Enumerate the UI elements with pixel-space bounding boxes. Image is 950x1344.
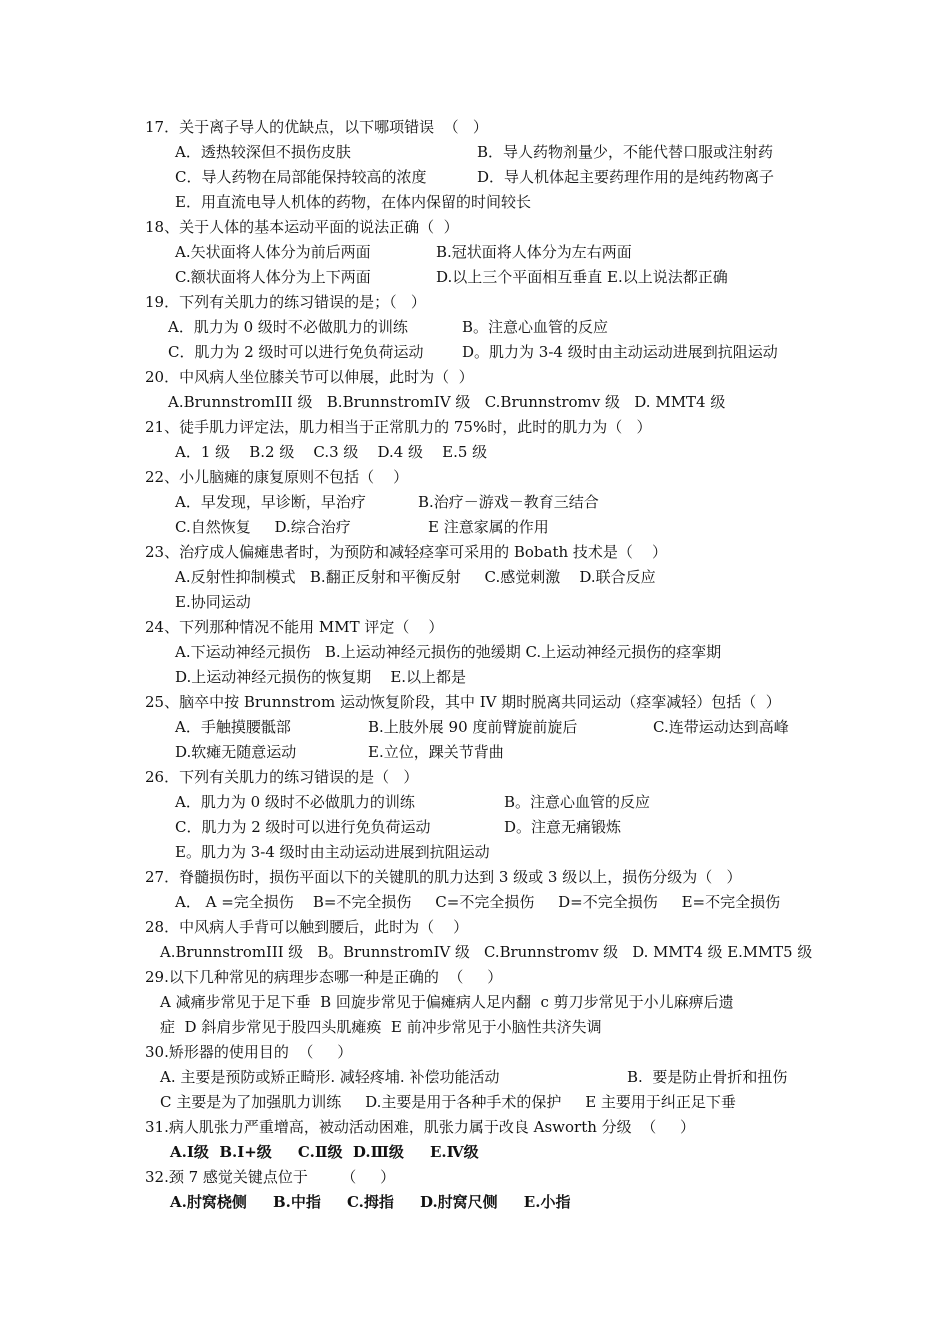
option-text: A.下运动神经元损伤 B.上运动神经元损伤的弛缓期 C.上运动神经元损伤的痉挛期 xyxy=(175,643,722,661)
option-row xyxy=(0,815,950,840)
option-row xyxy=(0,665,950,690)
option-row xyxy=(0,715,950,740)
option-text: B. 要是防止骨折和扭伤 xyxy=(627,1068,788,1086)
option-text: D.软瘫无随意运动 xyxy=(175,743,297,761)
option-text: A． A =完全损伤 B=不完全损伤 C=不完全损伤 D=不完全损伤 E=不完全损伤 xyxy=(175,893,781,911)
option-text: E。肌力为 3-4 级时由主动运动进展到抗阻运动 xyxy=(175,843,490,861)
option-row xyxy=(0,315,950,340)
option-text: E．用直流电导人机体的药物，在体内保留的时间较长 xyxy=(175,193,531,211)
option-text: A．肌力为 0 级时不必做肌力的训练 xyxy=(175,793,415,811)
option-row xyxy=(0,1190,950,1215)
question-24 xyxy=(0,615,950,640)
question-text: 29.以下几种常见的病理步态哪一种是正确的 （ ） xyxy=(145,968,503,986)
question-text: 24、下列那种情况不能用 MMT 评定（ ） xyxy=(145,618,444,636)
option-row xyxy=(0,440,950,465)
option-text: C.自然恢复 D.综合治疗 xyxy=(175,518,351,536)
question-21 xyxy=(0,415,950,440)
option-text: D。注意无痛锻炼 xyxy=(504,818,622,836)
question-text: 32.颈 7 感觉关键点位于 （ ） xyxy=(145,1168,396,1186)
option-row xyxy=(0,740,950,765)
option-text: B.上肢外展 90 度前臂旋前旋后 xyxy=(368,718,578,736)
option-row xyxy=(0,1065,950,1090)
question-text: 19．下列有关肌力的练习错误的是；（ ） xyxy=(145,293,426,311)
question-text: 18、关于人体的基本运动平面的说法正确（ ） xyxy=(145,218,459,236)
option-row xyxy=(0,1140,950,1165)
option-row xyxy=(0,890,950,915)
option-text: D．导人机体起主要药理作用的是纯药物离子 xyxy=(477,168,775,186)
option-row xyxy=(0,140,950,165)
option-text: A.矢状面将人体分为前后两面 xyxy=(175,243,371,261)
question-18 xyxy=(0,215,950,240)
question-32 xyxy=(0,1165,950,1190)
option-row xyxy=(0,590,950,615)
option-text: A．手触摸腰骶部 xyxy=(175,718,291,736)
option-row xyxy=(0,340,950,365)
option-text: A.Ⅰ级 B.Ⅰ+级 C.Ⅱ级 D.Ⅲ级 E.Ⅳ级 xyxy=(170,1143,479,1161)
question-31 xyxy=(0,1115,950,1140)
question-text: 25、脑卒中按 Brunnstrom 运动恢复阶段，其中 IV 期时脱离共同运动（痉挛减轻）包括（ ） xyxy=(145,693,781,711)
question-text: 21、徒手肌力评定法，肌力相当于正常肌力的 75%时，此时的肌力为（ ） xyxy=(145,418,652,436)
option-text: C．肌力为 2 级时可以进行免负荷运动 xyxy=(168,343,424,361)
question-17 xyxy=(0,115,950,140)
question-30 xyxy=(0,1040,950,1065)
option-text: A.肘窝桡侧 B.中指 C.拇指 D.肘窝尺侧 E.小指 xyxy=(170,1193,571,1211)
option-text: C 主要是为了加强肌力训练 D.主要是用于各种手术的保护 E 主要用于纠正足下垂 xyxy=(160,1093,736,1111)
option-text: A．肌力为 0 级时不必做肌力的训练 xyxy=(168,318,408,336)
option-text: B。注意心血管的反应 xyxy=(462,318,609,336)
option-text: A.BrunnstromIII 级 B.BrunnstromIV 级 C.Brunnstromv 级 D. MMT4 级 xyxy=(168,393,726,411)
option-row xyxy=(0,265,950,290)
option-text: E 注意家属的作用 xyxy=(428,518,549,536)
option-row xyxy=(0,190,950,215)
question-text: 23、治疗成人偏瘫患者时，为预防和减轻痉挛可采用的 Bobath 技术是（ ） xyxy=(145,543,667,561)
question-text: 27．脊髓损伤时，损伤平面以下的关键肌的肌力达到 3 级或 3 级以上，损伤分级为（ ） xyxy=(145,868,742,886)
option-text: D.以上三个平面相互垂直 E.以上说法都正确 xyxy=(436,268,728,286)
option-text: A．早发现，早诊断，早治疗 xyxy=(175,493,366,511)
question-26 xyxy=(0,765,950,790)
question-29 xyxy=(0,965,950,990)
option-row xyxy=(0,490,950,515)
option-row xyxy=(0,1090,950,1115)
option-text: B。注意心血管的反应 xyxy=(504,793,651,811)
option-text: C.连带运动达到高峰 xyxy=(653,718,789,736)
option-text: D.上运动神经元损伤的恢复期 E.以上都是 xyxy=(175,668,467,686)
option-text: C.额状面将人体分为上下两面 xyxy=(175,268,371,286)
option-text: A. 主要是预防或矫正畸形. 减轻疼埔. 补偿功能活动 xyxy=(160,1068,500,1086)
option-text: B.治疗－游戏－教育三结合 xyxy=(418,493,599,511)
option-text: A．透热较深但不损伤皮肤 xyxy=(175,143,351,161)
option-text: E.立位，踝关节背曲 xyxy=(368,743,504,761)
question-text: 28．中风病人手背可以触到腰后，此时为（ ） xyxy=(145,918,469,936)
option-text: A.BrunnstromIII 级 B。BrunnstromIV 级 C.Brunnstromv 级 D. MMT4 级 E.MMT5 级 xyxy=(160,943,813,961)
option-text: B.冠状面将人体分为左右两面 xyxy=(436,243,632,261)
option-row xyxy=(0,390,950,415)
question-19 xyxy=(0,290,950,315)
question-text: 26．下列有关肌力的练习错误的是（ ） xyxy=(145,768,419,786)
question-text: 20．中风病人坐位膝关节可以伸展，此时为（ ） xyxy=(145,368,474,386)
question-28 xyxy=(0,915,950,940)
question-20 xyxy=(0,365,950,390)
option-row xyxy=(0,940,950,965)
question-text: 17．关于离子导人的优缺点，以下哪项错误 （ ） xyxy=(145,118,488,136)
option-row xyxy=(0,640,950,665)
option-row xyxy=(0,165,950,190)
question-22 xyxy=(0,465,950,490)
question-text: 22、小儿脑瘫的康复原则不包括（ ） xyxy=(145,468,409,486)
option-text: 症 D 斜肩步常见于股四头肌瘫痪 E 前冲步常见于小脑性共济失调 xyxy=(160,1018,602,1036)
question-text: 31.病人肌张力严重增高，被动活动困难，肌张力属于改良 Asworth 分级 （ ） xyxy=(145,1118,696,1136)
option-text: A.反射性抑制模式 B.翻正反射和平衡反射 C.感觉刺激 D.联合反应 xyxy=(175,568,656,586)
question-27 xyxy=(0,865,950,890)
option-row xyxy=(0,240,950,265)
option-text: E.协同运动 xyxy=(175,593,251,611)
option-row xyxy=(0,840,950,865)
option-text: D。肌力为 3-4 级时由主动运动进展到抗阻运动 xyxy=(462,343,778,361)
question-25 xyxy=(0,690,950,715)
option-text: A 减痛步常见于足下垂 B 回旋步常见于偏瘫病人足内翻 c 剪刀步常见于小儿麻痹后遗 xyxy=(160,993,734,1011)
option-row xyxy=(0,1015,950,1040)
option-row xyxy=(0,565,950,590)
option-text: A．1 级 B.2 级 C.3 级 D.4 级 E.5 级 xyxy=(175,443,488,461)
option-row xyxy=(0,515,950,540)
question-23 xyxy=(0,540,950,565)
option-row xyxy=(0,790,950,815)
option-text: B．导人药物剂量少，不能代替口服或注射药 xyxy=(477,143,774,161)
option-row xyxy=(0,990,950,1015)
option-text: C．导人药物在局部能保持较高的浓度 xyxy=(175,168,427,186)
question-text: 30.矫形器的使用目的 （ ） xyxy=(145,1043,353,1061)
option-text: C．肌力为 2 级时可以进行免负荷运动 xyxy=(175,818,431,836)
